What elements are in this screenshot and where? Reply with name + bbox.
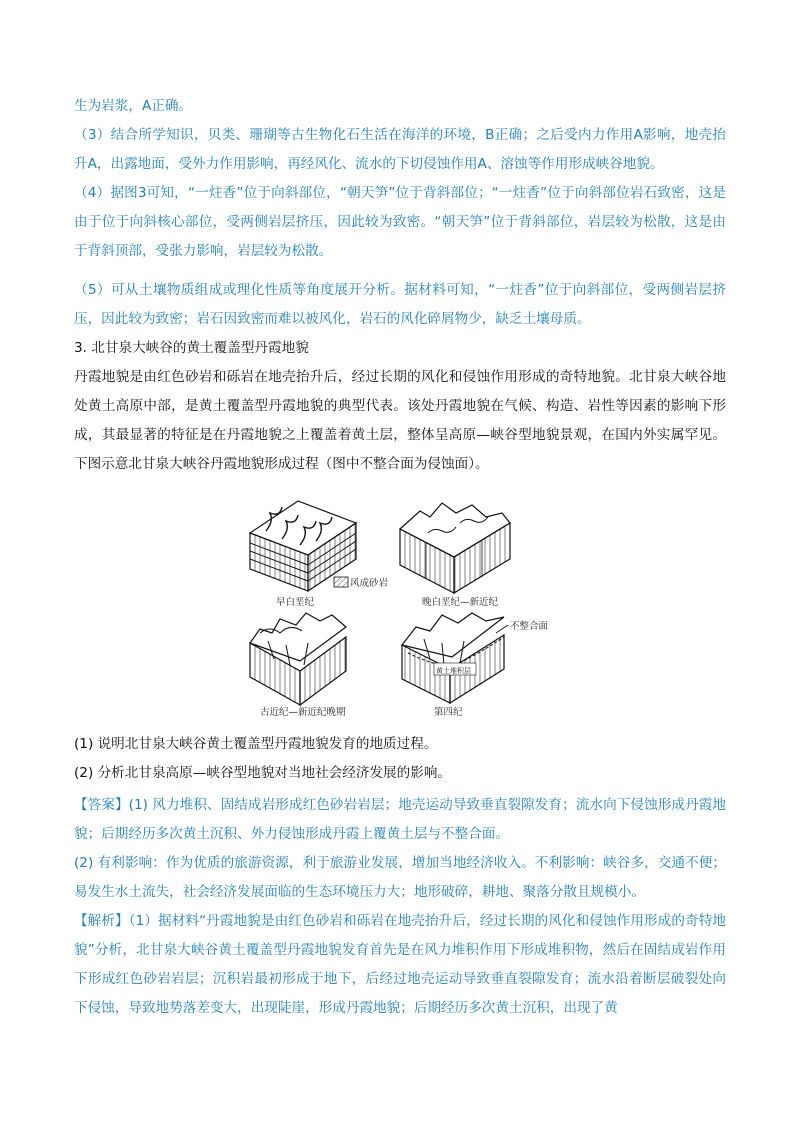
analysis-part-1: 【解析】（1）据材料“丹霞地貌是由红色砂岩和砾岩在地壳抬升后，经过长期的风化和侵蚀作用形成的奇特地貌”分析，北甘泉大峡谷黄土覆盖型丹霞地貌发育首先是在风力堆积作用下形成堆积物，然后在固结成岩作用下形成红色砂岩岩层；沉积岩最初形成于地下，后经过地壳运动导致垂直裂隙发育；流水沿着断层破裂处向下侵蚀，导致地势落差变大，出现陡崖，形成丹霞地貌；后期经历多次黄土沉积，出现了黄 xyxy=(74,913,726,1016)
loess-layer-label: 黄土堆积层 xyxy=(436,667,471,675)
question-title: 3. 北甘泉大峡谷的黄土覆盖型丹霞地貌 xyxy=(74,340,309,356)
block-diagram-quaternary xyxy=(402,613,508,703)
legend-aeolian-sandstone xyxy=(334,577,389,589)
paragraph-analysis-4: （4）据图3可知，“一炷香”位于向斜部位，“朝天笋”位于背斜部位；“一炷香”位于向斜部位岩石致密，这是由于位于向斜核心部位，受两侧岩层挤压，因此较为致密。“朝天笋”位于背斜部位，岩层较为松散，这是由于背斜顶部，受张力影响，岩层较为松散。 xyxy=(74,185,726,259)
panel-label-late-cretaceous-neogene: 晚白垩纪—新近纪 xyxy=(422,597,499,608)
sub-question-2: (2) 分析北甘泉高原—峡谷型地貌对当地社会经济发展的影响。 xyxy=(74,765,452,781)
panel-label-paleogene-late-neogene: 古近纪—新近纪晚期 xyxy=(260,707,346,718)
unconformity-label: 不整合面 xyxy=(510,621,549,632)
panel-label-quaternary: 第四纪 xyxy=(434,707,463,718)
sub-question-1: (1) 说明北甘泉大峡谷黄土覆盖型丹霞地貌发育的地质过程。 xyxy=(74,736,438,752)
paragraph-answer-continuation: 生为岩浆，A正确。 xyxy=(74,98,193,114)
block-diagrams-svg xyxy=(238,493,574,721)
question-material: 丹霞地貌是由红色砂岩和砾岩在地壳抬升后，经过长期的风化和侵蚀作用形成的奇特地貌。北甘泉大峡谷地处黄土高原中部，是黄土覆盖型丹霞地貌的典型代表。该处丹霞地貌在气候、构造、岩性等因素的影响下形成，其最显著的特征是在丹霞地貌之上覆盖着黄土层，整体呈高原—峡谷型地貌景观，在国内外实属罕见。下图示意北甘泉大峡谷丹霞地貌形成过程（图中不整合面为侵蚀面）。 xyxy=(74,369,726,472)
danxia-formation-figure xyxy=(238,493,574,721)
panel-label-early-cretaceous: 早白垩纪 xyxy=(276,597,315,608)
paragraph-analysis-3: （3）结合所学知识，贝类、珊瑚等古生物化石生活在海洋的环境，B正确；之后受内力作用A影响，地壳抬升A，出露地面，受外力作用影响，再经风化、流水的下切侵蚀作用A、溶蚀等作用形成峡谷地貌。 xyxy=(74,127,726,172)
legend-label: 风成砂岩 xyxy=(350,578,389,589)
paragraph-analysis-5: （5）可从土壤物质组成或理化性质等角度展开分析。据材料可知，“一炷香”位于向斜部位，受两侧岩层挤压，因此较为致密；岩石因致密而难以被风化，岩石的风化碎屑物少，缺乏土壤母质。 xyxy=(74,282,726,327)
block-diagram-paleogene-late-neogene xyxy=(250,613,346,705)
block-diagram-late-cretaceous-neogene xyxy=(400,503,510,593)
answer-part-2: (2) 有利影响：作为优质的旅游资源，利于旅游业发展，增加当地经济收入。不利影响：峡谷多，交通不便；易发生水土流失，社会经济发展面临的生态环境压力大；地形破碎，耕地、聚落分散且规模小。 xyxy=(74,855,726,900)
answer-part-1: 【答案】(1) 风力堆积、固结成岩形成红色砂岩岩层；地壳运动导致垂直裂隙发育；流水向下侵蚀形成丹霞地貌；后期经历多次黄土沉积、外力侵蚀形成丹霞上覆黄土层与不整合面。 xyxy=(74,797,726,842)
